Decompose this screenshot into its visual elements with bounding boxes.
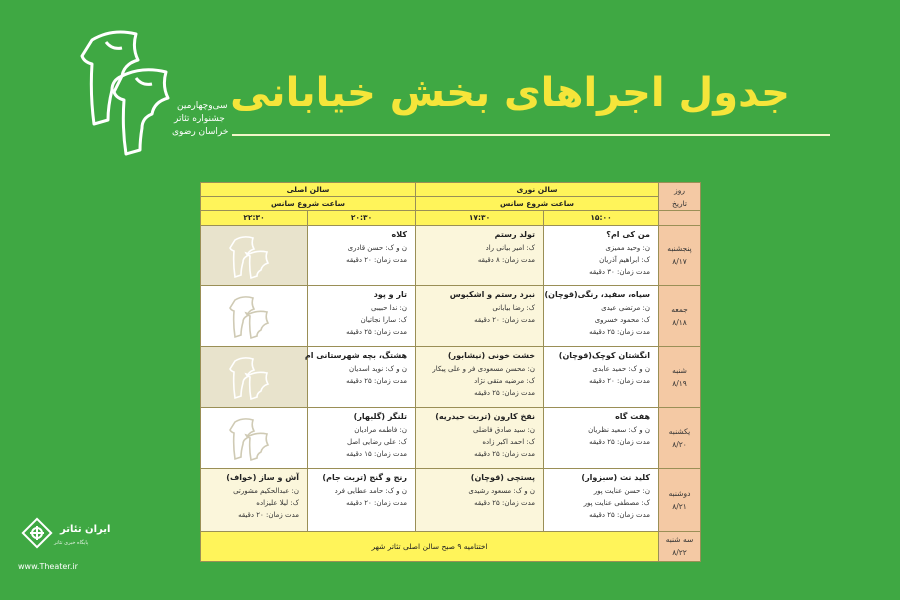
day-cell: شنبه ۸/۱۹	[659, 347, 701, 408]
festival-mask-icon	[225, 414, 281, 464]
performance-cell	[544, 347, 659, 408]
performance-detail: ن: ندا حبیبی	[370, 304, 407, 313]
performance-duration: مدت زمان: ۲۵ دقیقه	[346, 377, 407, 386]
performance-detail: ک: سارا نجاتیان	[360, 316, 407, 325]
performance-detail: ک: رضا بیابانی	[492, 304, 536, 313]
performance-title: هشتگ، بچه شهرستانی ام	[304, 351, 407, 361]
performance-detail: ک: مصطفی عنایت پور	[583, 498, 651, 507]
empty-slot	[201, 347, 308, 408]
performance-duration: مدت زمان: ۲۰ دقیقه	[238, 510, 299, 519]
day-cell: پنجشنبه ۸/۱۷	[659, 225, 701, 286]
schedule-table	[200, 182, 701, 562]
performance-cell	[201, 468, 308, 531]
closing-ceremony-note: اختتامیه ۹ صبح سالن اصلی تئاتر شهر	[201, 531, 659, 561]
performance-title: تولد رستم	[494, 229, 536, 239]
performance-duration: مدت زمان: ۲۵ دقیقه	[474, 449, 536, 458]
performance-duration: مدت زمان: ۲۵ دقیقه	[346, 328, 407, 337]
table-row	[201, 225, 701, 286]
performance-detail: ن: مرتضی عیدی	[601, 304, 651, 313]
svg-text:جشنواره تئاتر: جشنواره تئاتر	[174, 114, 225, 124]
time-header: ۱۵:۰۰	[544, 211, 659, 225]
performance-cell	[308, 286, 416, 347]
performance-detail: ن: حسن عنایت پور	[593, 486, 651, 495]
empty-slot	[201, 225, 308, 286]
performance-title: هفت گاه	[615, 411, 651, 421]
start-time-label: ساعت شروع سانس	[201, 197, 416, 211]
performance-duration: مدت زمان: ۳۰ دقیقه	[589, 267, 651, 276]
corner-header: روز تاریخ	[659, 183, 701, 211]
performance-detail: ک: لیلا علیزاده	[256, 498, 299, 507]
performance-title: انگشتان کوچک(قوچان)	[558, 351, 651, 361]
title-divider	[232, 134, 830, 136]
performance-cell	[308, 407, 416, 468]
performance-duration: مدت زمان: ۲۵ دقیقه	[589, 437, 651, 446]
performance-cell	[416, 286, 544, 347]
performance-cell	[308, 468, 416, 531]
festival-mask-icon	[225, 232, 281, 282]
performance-title: تلنگر (گلبهار)	[353, 411, 407, 421]
performance-detail: ک: علی رضایی اصل	[346, 437, 407, 446]
svg-text:سی‌وچهارمین: سی‌وچهارمین	[177, 101, 228, 111]
day-header-spacer	[659, 211, 701, 225]
performance-title: کلاه	[391, 229, 407, 239]
day-cell: سه شنبه ۸/۲۲	[659, 531, 701, 561]
performance-detail: ن و ک: سعید نظریان	[588, 425, 651, 434]
performance-title: نفخ کارون (تربت حیدریه)	[435, 411, 536, 421]
performance-detail: ک: مرضیه متقی نژاد	[474, 377, 536, 386]
performance-title: پستچی (قوچان)	[470, 472, 536, 482]
performance-cell	[304, 347, 416, 408]
performance-detail: ک: محمود خسروی	[594, 316, 651, 325]
performance-duration: مدت زمان: ۲۰ دقیقه	[474, 316, 536, 325]
festival-mask-icon	[225, 353, 281, 403]
performance-cell	[416, 468, 544, 531]
venue-header-nouri: سالن نوری	[416, 183, 659, 197]
performance-title: رنج و گنج (تربت جام)	[322, 472, 407, 482]
performance-detail: ن و ک: نوید اسدیان	[349, 365, 407, 374]
performance-cell	[416, 225, 544, 286]
performance-title: من کی ام؟	[606, 229, 651, 239]
day-cell: دوشنبه ۸/۲۱	[659, 468, 701, 531]
time-header: ۱۷:۳۰	[416, 211, 544, 225]
performance-title: خشت خونی (نیشابور)	[447, 351, 536, 361]
table-row	[201, 468, 701, 531]
performance-duration: مدت زمان: ۲۵ دقیقه	[589, 328, 651, 337]
theater-ir-logo-icon	[20, 516, 54, 556]
performance-detail: ن: سید صادق فاضلی	[472, 425, 536, 434]
watermark-url: www.Theater.ir	[18, 562, 78, 571]
venue-header-main: سالن اصلی	[201, 183, 416, 197]
performance-title: کلید نت (سبزوار)	[581, 472, 651, 482]
performance-detail: ن و ک: مسعود رشیدی	[468, 486, 536, 495]
festival-logo	[62, 20, 229, 160]
performance-cell	[416, 407, 544, 468]
watermark-brand: ایران تئاتر	[60, 524, 111, 535]
performance-detail: ن و ک: حامد عطایی فرد	[334, 486, 407, 495]
performance-title: آش و ساز (خواف)	[226, 472, 299, 482]
performance-cell	[544, 407, 659, 468]
performance-detail: ک: احمد اکبر زاده	[482, 437, 536, 446]
performance-duration: مدت زمان: ۸ دقیقه	[477, 255, 536, 264]
performance-cell	[308, 225, 416, 286]
festival-mask-icon	[225, 292, 281, 342]
performance-detail: ن و ک: حسن قادری	[347, 243, 407, 252]
performance-detail: ک: امیر بیانی راد	[485, 243, 536, 252]
performance-cell	[544, 286, 659, 347]
page-title: جدول اجراهای بخش خیابانی	[230, 70, 790, 116]
theater-ir-watermark	[18, 516, 128, 586]
performance-duration: مدت زمان: ۲۰ دقیقه	[346, 255, 407, 264]
svg-text:خراسان رضوی: خراسان رضوی	[172, 127, 229, 137]
performance-detail: ک: ابراهیم آذریان	[599, 255, 651, 264]
performance-cell	[416, 347, 544, 408]
table-row	[201, 407, 701, 468]
day-cell: جمعه ۸/۱۸	[659, 286, 701, 347]
performance-duration: مدت زمان: ۲۰ دقیقه	[346, 498, 407, 507]
performance-detail: ن: محسن مسعودی فر و علی پیکار	[432, 365, 536, 374]
day-cell: یکشنبه ۸/۲۰	[659, 407, 701, 468]
performance-detail: ن: وحید ممیزی	[605, 243, 651, 252]
performance-duration: مدت زمان: ۲۵ دقیقه	[474, 498, 536, 507]
performance-cell	[544, 225, 659, 286]
empty-slot	[201, 407, 308, 468]
performance-duration: مدت زمان: ۲۵ دقیقه	[589, 510, 651, 519]
performance-title: سیاه، سفید، رنگی(قوچان)	[544, 290, 651, 300]
performance-title: تار و پود	[373, 290, 407, 300]
performance-duration: مدت زمان: ۲۵ دقیقه	[474, 389, 536, 398]
performance-duration: مدت زمان: ۲۰ دقیقه	[589, 377, 651, 386]
time-header: ۲۲:۳۰	[201, 211, 308, 225]
performance-title: نبرد رستم و اشکبوس	[449, 290, 536, 300]
performance-cell	[544, 468, 659, 531]
time-header: ۲۰:۳۰	[308, 211, 416, 225]
table-row	[201, 286, 701, 347]
watermark-subtitle: پایگاه خبری تئاتر	[54, 540, 89, 546]
table-row	[201, 531, 701, 561]
performance-detail: ن: فاطمه مرادیان	[354, 425, 407, 434]
empty-slot	[201, 286, 308, 347]
performance-detail: ن و ک: حمید عابدی	[592, 365, 651, 374]
performance-detail: ن: عبدالحکیم مشورتی	[233, 486, 299, 495]
start-time-label: ساعت شروع سانس	[416, 197, 659, 211]
table-row	[201, 347, 701, 408]
performance-duration: مدت زمان: ۱۵ دقیقه	[346, 449, 407, 458]
